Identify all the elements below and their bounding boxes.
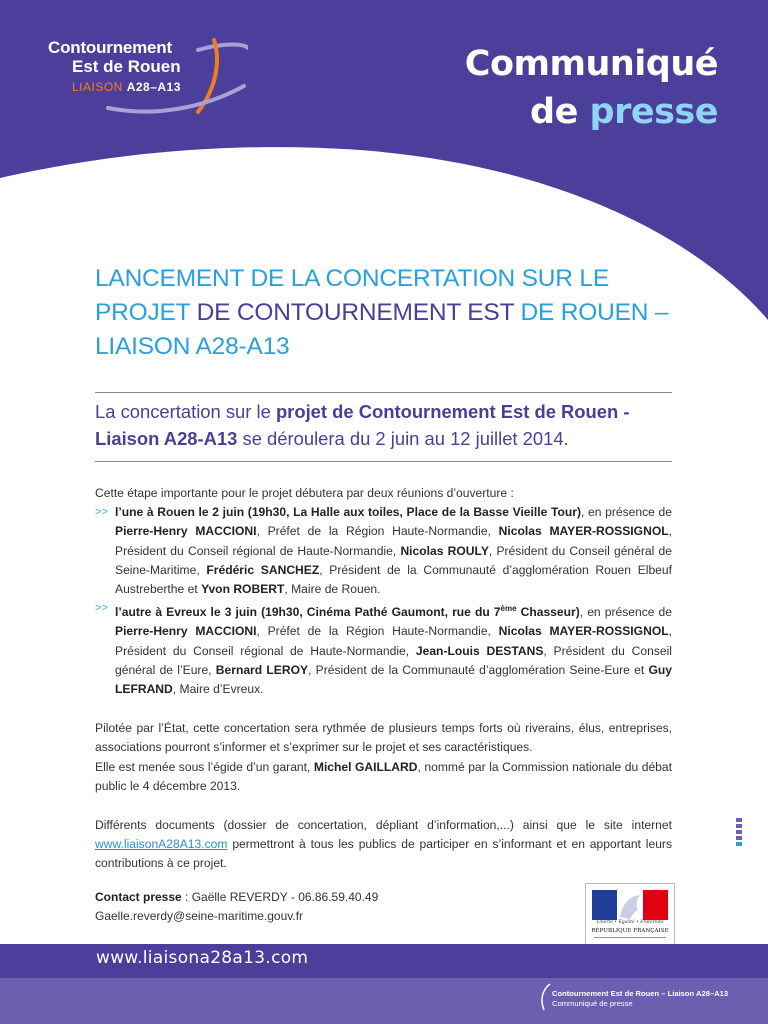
divider-bottom: [95, 461, 672, 462]
contact-email[interactable]: Gaelle.reverdy@seine-maritime.gouv.fr: [95, 909, 304, 923]
divider-top: [95, 392, 672, 393]
bullet-arrow-icon: >>: [95, 506, 108, 519]
intro-paragraph: Cette étape importante pour le projet débutera par deux réunions d’ouverture :: [95, 486, 514, 500]
communique-de-presse-title: Communiqué de presse: [464, 44, 718, 132]
republique-francaise-text: RÉPUBLIQUE FRANÇAISE: [591, 928, 669, 934]
meeting-rouen-item: >> l’une à Rouen le 2 juin (19h30, La Halle aux toiles, Place de la Basse Vieille Tour), en présence de Pierre-Henry MACCIONI, Préfet de la Région Haute-Normandie, Nicolas MAYER-ROSSIGNOL, Président du Conseil régional de Haute-Normandie, Nicolas ROULY, Président du Conseil général de Seine-Maritime, Frédéric SANCHEZ, Président de la Communauté d’agglomération Rouen Elbeuf Austreberthe et Yvon ROBERT, Maire de Rouen.: [95, 505, 672, 597]
press-contact: Contact presse : Gaëlle REVERDY - 06.86.59.40.49 Gaelle.reverdy@seine-maritime.gouv.fr: [95, 888, 378, 926]
garant-paragraph: Elle est menée sous l’égide d’un garant, Michel GAILLARD, nommé par la Commission nationale du débat public le 4 décembre 2013.: [95, 759, 672, 793]
logo-line1: Contournement: [48, 38, 172, 57]
concertation-paragraph: Pilotée par l’État, cette concertation sera rythmée de plusieurs temps forts où riverains, élus, entreprises, associations pourront s’informer et s’exprimer sur le projet et ses caractéristiques.: [95, 721, 672, 755]
motto-text: Liberté • Égalité • Fraternité: [596, 920, 664, 925]
footer-swoosh-icon: [538, 982, 552, 1012]
marianne-flag-icon: [592, 890, 668, 920]
project-logo: [48, 36, 248, 136]
contact-label: Contact presse: [95, 890, 182, 904]
lead-paragraph: La concertation sur le projet de Contournement Est de Rouen - Liaison A28-A13 se déroulera du 2 juin au 12 juillet 2014.: [95, 401, 630, 449]
footer-website[interactable]: www.liaisona28a13.com: [96, 948, 309, 968]
website-link[interactable]: www.liaisonA28A13.com: [95, 837, 228, 852]
footer-caption: Contournement Est de Rouen – Liaison A28–A13 Communiqué de presse: [552, 989, 729, 1008]
logo-liaison: LIAISON A28–A13: [72, 80, 181, 94]
body-text: [95, 484, 672, 874]
bullet-arrow-icon: >>: [95, 602, 108, 615]
meeting-evreux-item: >> l’autre à Evreux le 3 juin (19h30, Cinéma Pathé Gaumont, rue du 7ème Chasseur), en présence de Pierre-Henry MACCIONI, Préfet de la Région Haute-Normandie, Nicolas MAYER-ROSSIGNOL, Président du Conseil régional de Haute-Normandie, Jean-Louis DESTANS, Président du Conseil général de l’Eure, Bernard LEROY, Président de la Communauté d’agglomération Seine-Eure et Guy LEFRAND, Maire d’Evreux.: [95, 599, 672, 699]
documents-paragraph: Différents documents (dossier de concertation, dépliant d’information,...) ainsi que le site internet www.liaisonA28A13.com permettront à tous les publics de participer en s’informant et en apportant leurs contributions à ce projet.: [95, 818, 672, 871]
footer: [0, 944, 768, 1024]
document-headline: LANCEMENT DE LA CONCERTATION SUR LE PROJET DE CONTOURNEMENT EST DE ROUEN – LIAISON A28-A13: [95, 265, 669, 360]
edge-marker-strip: [736, 818, 742, 848]
logo-line2: Est de Rouen: [72, 57, 181, 76]
